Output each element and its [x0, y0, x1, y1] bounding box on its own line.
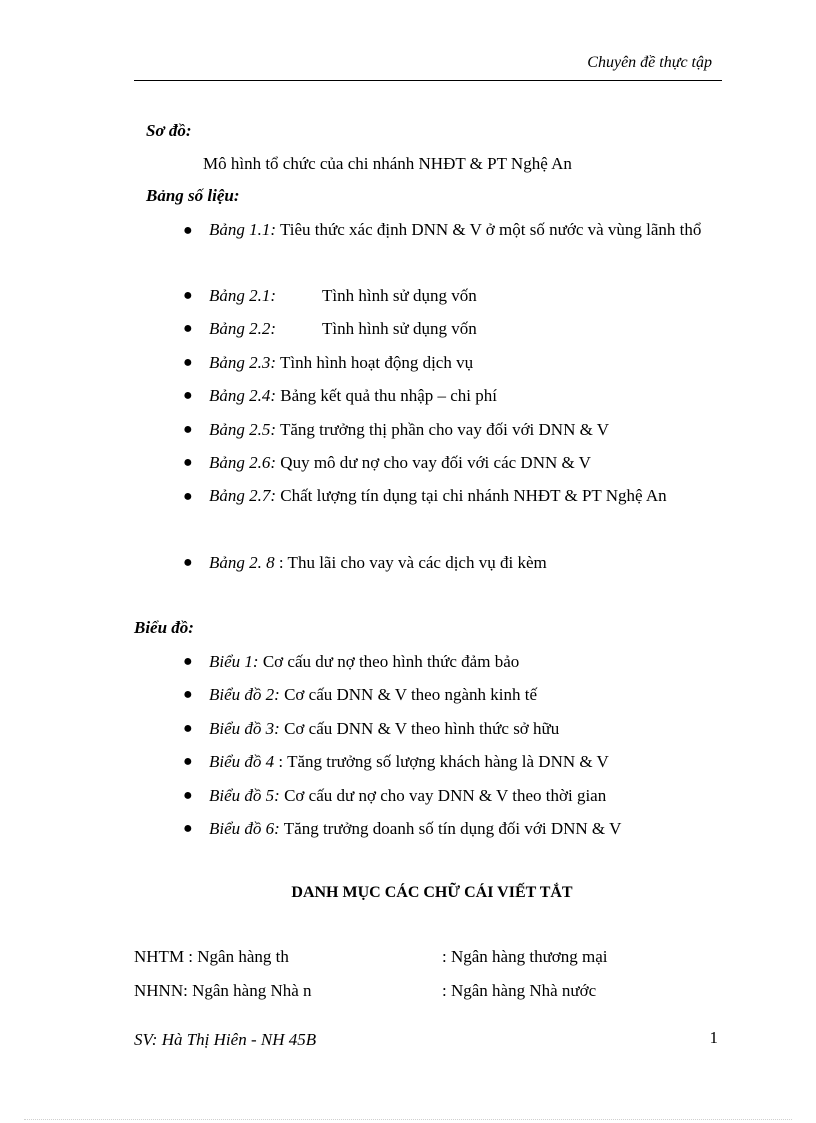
item-label: Bảng 2.4: [209, 386, 277, 405]
item-text: Cơ cấu DNN & V theo ngành kinh tế [279, 685, 538, 704]
item-text: : Thu lãi cho vay và các dịch vụ đi kèm [274, 553, 547, 572]
item-label: Bảng 2.5: [209, 420, 277, 439]
abbreviations-title: DANH MỤC CÁC CHỮ CÁI VIẾT TẮT [291, 884, 573, 901]
item-label: Bảng 2.1: [209, 286, 277, 305]
list-item [209, 652, 519, 672]
bullet-icon: ● [183, 753, 193, 770]
item-label: Biểu đồ 3: [209, 719, 280, 738]
abbr-row-left: NHTM : Ngân hàng th [134, 947, 289, 966]
list-item [209, 719, 559, 739]
header-rule [134, 80, 722, 81]
item-text: Chất lượng tín dụng tại chi nhánh NHĐT & PT Nghệ An [276, 486, 667, 505]
bullet-icon: ● [183, 354, 193, 371]
list-item [209, 420, 609, 440]
list-item [209, 752, 609, 772]
bullet-icon: ● [183, 488, 193, 505]
list-item [209, 286, 477, 306]
bang-so-lieu-heading: Bảng số liệu: [146, 186, 240, 205]
item-label: Bảng 2.6: [209, 453, 277, 472]
item-label: Biểu 1: [209, 652, 259, 671]
list-item [209, 553, 547, 573]
so-do-heading: Sơ đồ: [146, 121, 192, 140]
item-label: Biểu đồ 2: [209, 685, 280, 704]
item-label: Bảng 2. 8 [209, 553, 275, 572]
item-text: Tình hình hoạt động dịch vụ [276, 353, 474, 372]
item-text: Tình hình sử dụng vốn [322, 286, 477, 305]
list-item [209, 453, 591, 473]
page-header-title: Chuyên đề thực tập [587, 54, 712, 71]
list-item [209, 319, 477, 339]
bullet-icon: ● [183, 554, 193, 571]
list-item [209, 786, 606, 806]
bullet-icon: ● [183, 454, 193, 471]
abbr-row-right: : Ngân hàng Nhà nước [442, 981, 597, 1000]
item-text: Bảng kết quả thu nhập – chi phí [276, 386, 498, 405]
list-item [209, 479, 719, 512]
bullet-icon: ● [183, 287, 193, 304]
item-text: Quy mô dư nợ cho vay đối với các DNN & V [276, 453, 591, 472]
item-label: Bảng 2.3: [209, 353, 277, 372]
item-text: : Tăng trưởng số lượng khách hàng là DNN & V [274, 752, 609, 771]
item-text: Cơ cấu dư nợ theo hình thức đảm bảo [258, 652, 520, 671]
bullet-icon: ● [183, 720, 193, 737]
footer-author: SV: Hà Thị Hiên - NH 45B [134, 1030, 317, 1049]
list-item [209, 386, 497, 406]
item-text: Tiêu thức xác định DNN & V ở một số nước và vùng lãnh thổ [276, 220, 702, 239]
item-text: Tăng trưởng thị phần cho vay đối với DNN & V [276, 420, 610, 439]
abbr-row-left: NHNN: Ngân hàng Nhà n [134, 981, 312, 1000]
item-label: Biểu đồ 5: [209, 786, 280, 805]
item-text: Cơ cấu DNN & V theo hình thức sở hữu [279, 719, 560, 738]
bullet-icon: ● [183, 387, 193, 404]
item-label: Bảng 2.2: [209, 319, 277, 338]
bullet-icon: ● [183, 787, 193, 804]
list-item [209, 213, 719, 246]
so-do-line: Mô hình tổ chức của chi nhánh NHĐT & PT Nghệ An [203, 154, 572, 173]
bullet-icon: ● [183, 653, 193, 670]
item-text: Tăng trưởng doanh số tín dụng đối với DNN & V [279, 819, 622, 838]
item-label: Bảng 1.1: [209, 220, 277, 239]
item-text: Tình hình sử dụng vốn [322, 319, 477, 338]
bullet-icon: ● [183, 421, 193, 438]
abbr-row-right: : Ngân hàng thương mại [442, 947, 608, 966]
bullet-icon: ● [183, 222, 193, 239]
bieu-do-heading: Biểu đồ: [134, 618, 194, 637]
item-label: Biểu đồ 6: [209, 819, 280, 838]
item-label: Biểu đồ 4 [209, 752, 275, 771]
bullet-icon: ● [183, 820, 193, 837]
item-label: Bảng 2.7: [209, 486, 277, 505]
bullet-icon: ● [183, 320, 193, 337]
item-text: Cơ cấu dư nợ cho vay DNN & V theo thời gian [279, 786, 607, 805]
list-item [209, 819, 621, 839]
page-bottom-border [24, 1119, 792, 1120]
page-number: 1 [709, 1028, 718, 1047]
list-item [209, 353, 473, 373]
bullet-icon: ● [183, 686, 193, 703]
list-item [209, 685, 537, 705]
